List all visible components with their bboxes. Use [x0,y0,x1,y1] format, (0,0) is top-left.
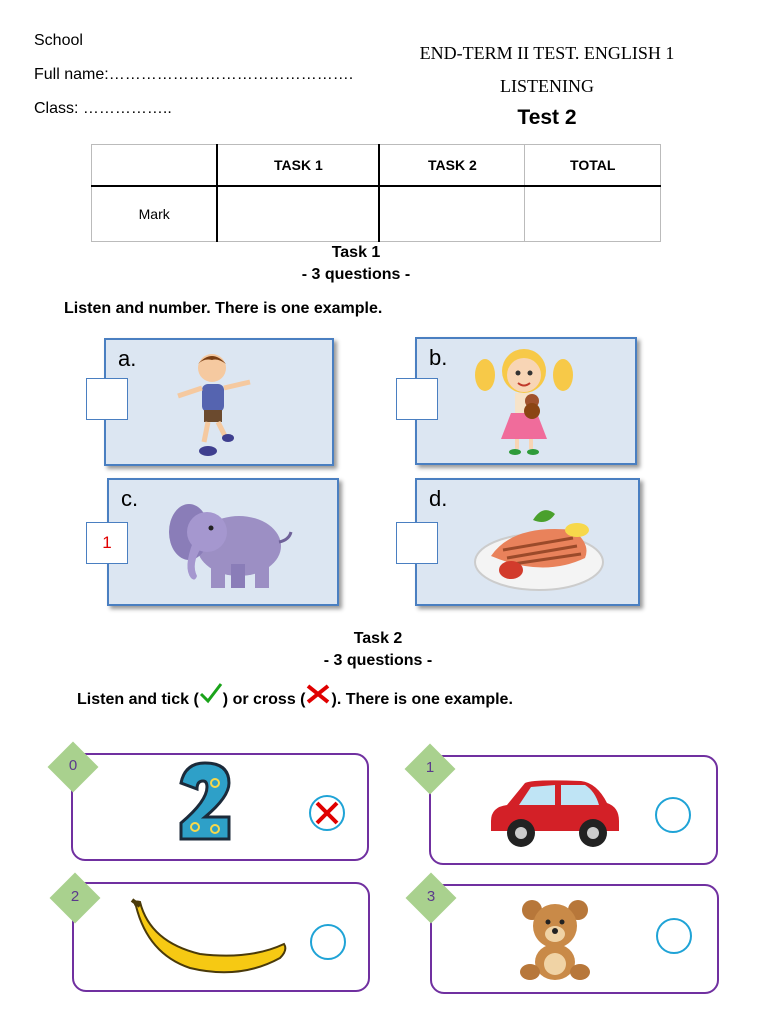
banana-icon [130,898,290,978]
item-2-number: 2 [70,888,80,905]
cross-mark-icon [313,799,341,827]
card-b [415,337,637,465]
instruction-part: ). There is one example. [331,691,513,708]
answer-circle-1[interactable] [655,797,691,833]
instruction-part: Listen and tick ( [77,691,199,708]
table-header-empty [92,145,218,187]
task2-count: - 3 questions - [323,652,433,669]
item-1-number: 1 [425,759,435,776]
test-title: END-TERM II TEST. ENGLISH 1 [419,43,675,63]
card-letter: b. [429,345,448,370]
teddy-bear-icon [516,898,596,984]
answer-box-a[interactable] [86,378,128,420]
school-label: School [34,32,83,49]
cross-icon [305,686,331,704]
mark-cell-task2[interactable] [379,186,525,242]
card-c [107,478,339,606]
answer-circle-2[interactable] [310,924,346,960]
card-d [415,478,640,606]
mark-table [91,144,661,242]
number-two-icon [175,761,235,845]
mark-cell-task1[interactable] [217,186,379,242]
answer-box-d[interactable] [396,522,438,564]
table-header-total: TOTAL [525,145,661,187]
full-name-field[interactable]: Full name:………………………………………. [34,66,354,83]
test-number: Test 2 [517,106,577,129]
fish-dish-icon [473,500,605,596]
answer-box-c[interactable]: 1 [86,522,128,564]
item-0-card [71,753,369,861]
car-icon [485,777,621,853]
mark-cell-total[interactable] [525,186,661,242]
answer-circle-3[interactable] [656,918,692,954]
task1-instruction: Listen and number. There is one example. [64,300,383,317]
task1-title: Task 1 [331,244,381,261]
test-subtitle: LISTENING [500,76,594,96]
item-2-card [72,882,370,992]
item-3-number: 3 [426,888,436,905]
item-1-card [429,755,718,865]
table-header-task1: TASK 1 [217,145,379,187]
item-3-card [430,884,719,994]
girl-icon [475,343,575,459]
task2-instruction [77,686,513,709]
table-header-task2: TASK 2 [379,145,525,187]
instruction-part: ) or cross ( [222,691,306,708]
card-letter: a. [118,346,137,371]
card-letter: c. [121,486,139,511]
tick-icon [199,686,223,704]
task1-count: - 3 questions - [301,266,411,283]
task2-title: Task 2 [353,630,403,647]
class-field[interactable]: Class: …………….. [34,100,172,117]
card-letter: d. [429,486,448,511]
boy-icon [174,352,254,460]
answer-box-b[interactable] [396,378,438,420]
elephant-icon [167,498,297,592]
card-a [104,338,334,466]
table-row-label: Mark [92,186,218,242]
item-0-number: 0 [68,757,78,774]
